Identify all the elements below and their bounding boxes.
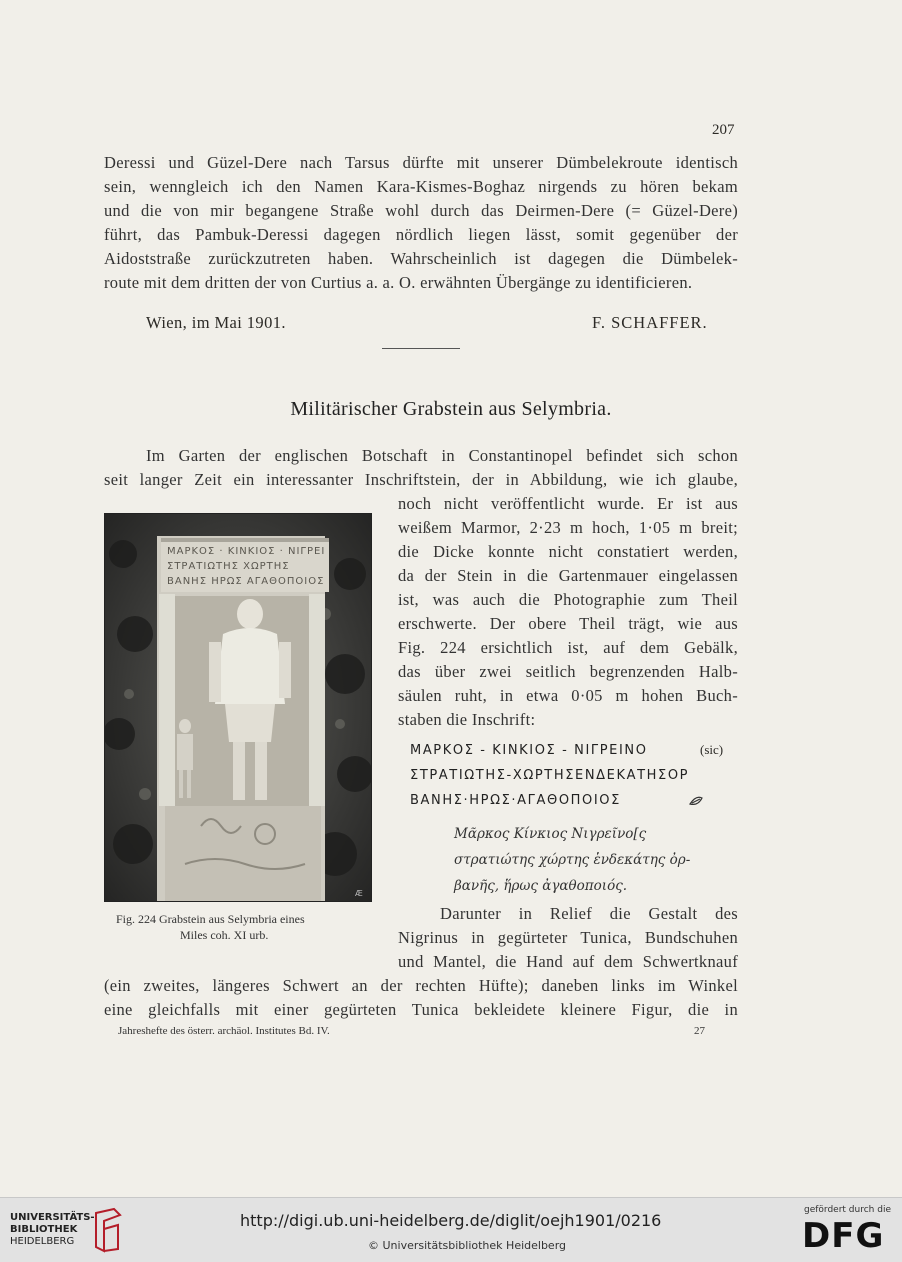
text-line: route mit dem dritten der von Curtius a. a. O. erwähnten Übergänge zu identificieren. bbox=[104, 273, 693, 292]
text-line: und Mantel, die Hand auf dem Schwertknauf bbox=[398, 952, 738, 971]
text-line: erschwerte. Der obere Theil trägt, wie aus bbox=[398, 614, 738, 633]
text-line: eine gleichfalls mit einer gegürteten Tunica bekleidete kleinere Figur, die in bbox=[104, 1000, 738, 1019]
section-divider bbox=[382, 348, 460, 349]
sic-note: (sic) bbox=[700, 742, 724, 757]
text-line: Aidoststraße zurückzutreten haben. Wahrscheinlich ist dagegen die Dümbelek- bbox=[104, 249, 738, 268]
text-line: führt, das Pambuk-Deressi dagegen nördlich liegen lässt, somit gegenüber der bbox=[104, 225, 738, 244]
signature-place: Wien, im Mai 1901. bbox=[146, 313, 286, 332]
text-line: Fig. 224 ersichtlich ist, auf dem Gebälk, bbox=[398, 638, 738, 657]
text-line: noch nicht veröffentlicht wurde. Er ist aus bbox=[398, 494, 738, 513]
inscription-line: ΣΤΡΑΤΙΩΤΗΣ-ΧΩΡΤΗΣΕΝΔΕΚΑΤΗΣΟΡ bbox=[410, 768, 690, 783]
leaf-icon bbox=[688, 794, 704, 808]
text-line: säulen ruht, in etwa 0·05 m hohen Buch- bbox=[398, 686, 738, 705]
journal-footer: Jahreshefte des österr. archäol. Institutes Bd. IV. bbox=[118, 1025, 330, 1037]
signature-name: F. SCHAFFER. bbox=[592, 313, 708, 332]
text-line: Nigrinus in gegürteter Tunica, Bundschuhen bbox=[398, 928, 738, 947]
inscription-line: ΒΑΝΗΣ·ΗΡΩΣ·ΑΓΑΘΟΠΟΙΟΣ bbox=[410, 793, 621, 808]
svg-text:Æ: Æ bbox=[355, 889, 363, 898]
text-line: weißem Marmor, 2·23 m hoch, 1·05 m breit; bbox=[398, 518, 738, 537]
copyright-notice: © Universitätsbibliothek Heidelberg bbox=[368, 1239, 567, 1252]
inscription-line: ΜΑΡΚΟΣ - ΚΙΝΚΙΟΣ - ΝΙΓΡΕΙΝΟ bbox=[410, 743, 648, 758]
text-line: die Dicke konnte nicht constatiert werden, bbox=[398, 542, 738, 561]
text-line: Im Garten der englischen Botschaft in Constantinopel befindet sich schon bbox=[146, 446, 738, 465]
photo-inscription-line: ΜΑΡΚΟΣ · ΚΙΝΚΙΟΣ · ΝΙΓΡΕΙ bbox=[167, 546, 326, 557]
text-line: (ein zweites, längeres Schwert an der rechten Hüfte); daneben links im Winkel bbox=[104, 976, 738, 995]
text-line: da der Stein in die Gartenmauer eingelassen bbox=[398, 566, 738, 585]
text-line: seit langer Zeit ein interessanter Inschriftstein, der in Abbildung, wie ich glaube, bbox=[104, 470, 738, 489]
greek-line: βανῆς, ἥρως ἀγαθοποιός. bbox=[454, 878, 628, 894]
text-line: das über zwei seitlich begrenzenden Halb- bbox=[398, 662, 738, 681]
text-line: ist, was auch die Photographie zum Theil bbox=[398, 590, 738, 609]
figure-caption: Miles coh. XI urb. bbox=[180, 928, 269, 942]
permalink-url[interactable]: http://digi.ub.uni-heidelberg.de/diglit/oejh1901/0216 bbox=[240, 1211, 662, 1230]
photo-inscription-line: ΣΤΡΑΤΙΩΤΗΣ ΧΩΡΤΗΣ bbox=[167, 561, 290, 572]
signature-number: 27 bbox=[694, 1025, 705, 1037]
logo-line: UNIVERSITÄTS- bbox=[10, 1212, 95, 1223]
dfg-logo[interactable]: DFG bbox=[802, 1216, 885, 1256]
funding-label: gefördert durch die bbox=[804, 1205, 891, 1215]
library-logo-text bbox=[10, 1212, 95, 1248]
text-line: Deressi und Güzel-Dere nach Tarsus dürfte mit unserer Dümbelekroute identisch bbox=[104, 153, 738, 172]
figure-caption: Fig. 224 Grabstein aus Selymbria eines bbox=[116, 912, 305, 926]
photo-inscription-line: ΒΑΝΗΣ ΗΡΩΣ ΑΓΑΘΟΠΟΙΟΣ bbox=[167, 576, 325, 587]
greek-line: Μᾶρκος Κίνκιος Νιγρεῖνο[ς bbox=[454, 826, 647, 842]
gravestone-photo bbox=[104, 513, 372, 902]
logo-line: HEIDELBERG bbox=[10, 1236, 75, 1247]
library-logo-icon[interactable] bbox=[92, 1207, 124, 1253]
article-title: Militärischer Grabstein aus Selymbria. bbox=[290, 398, 612, 420]
greek-line: στρατιώτης χώρτης ἑνδεκάτης ὀρ- bbox=[454, 852, 691, 868]
text-line: sein, wenngleich ich den Namen Kara-Kismes-Boghaz nirgends zu hören bekam bbox=[104, 177, 738, 196]
text-line: und die von mir begangene Straße wohl durch das Deirmen-Dere (= Güzel-Dere) bbox=[104, 201, 738, 220]
page-number: 207 bbox=[712, 122, 735, 138]
text-line: staben die Inschrift: bbox=[398, 710, 536, 729]
text-line: Darunter in Relief die Gestalt des bbox=[440, 904, 738, 923]
logo-line: BIBLIOTHEK bbox=[10, 1224, 78, 1235]
